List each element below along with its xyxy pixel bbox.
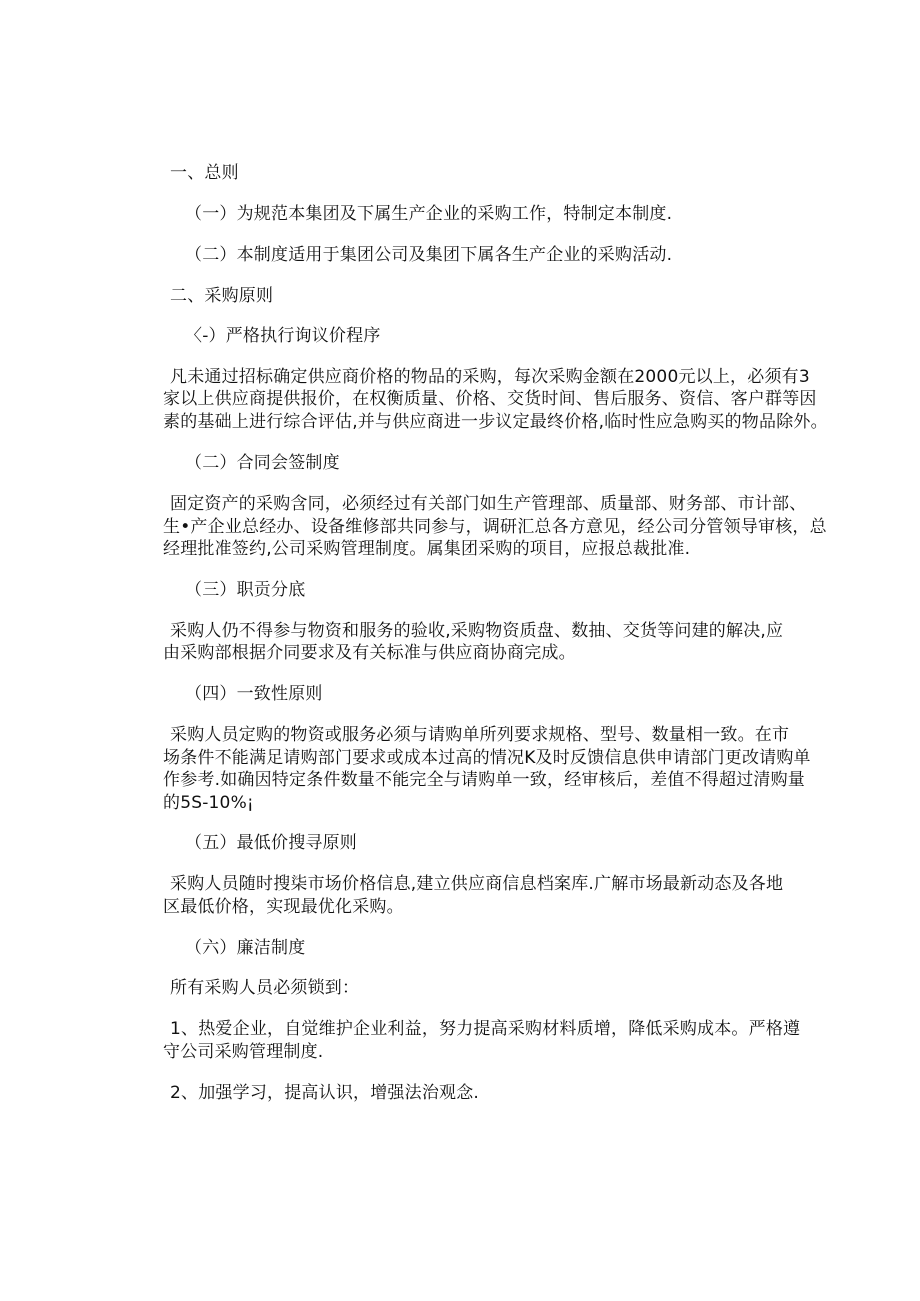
paragraph-line: 1、热爱企业，自觉维护企业利益，努力提高采购材料质增，降低采购成本。严格遵 (170, 1019, 801, 1039)
subsection-heading: （四）一致性原则 (185, 684, 323, 704)
paragraph-line: 凡未通过招标确定供应商价格的物品的采购，每次采购金额在2000元以上，必须有3 (170, 367, 810, 387)
paragraph-line: 家以上供应商提供报价，在权衡质量、价格、交货时间、售后服务、资信、客户群等因 (163, 389, 817, 409)
paragraph-line: 场条件不能满足请购部门要求或成本过高的情况K及时反馈信息供申请部门更改请购单 (163, 748, 811, 768)
paragraph-line: 作参考.如确因特定条件数量不能完全与请购单一致，经审核后，差值不得超过清购量 (163, 770, 806, 790)
paragraph-line: 素的基础上进行综合评估,并与供应商进一步议定最终价格,临时性应急购买的物品除外。 (163, 412, 828, 432)
paragraph-line: 固定资产的采购含同，必须经过有关部门如生产管理部、质量部、财务部、市计部、 (170, 494, 807, 514)
paragraph-line: 采购人员随时搜柒市场价格信息,建立供应商信息档案库.广解市场最新动态及各地 (170, 874, 784, 894)
paragraph-line: 的5S-10%¡ (163, 793, 254, 813)
paragraph-line: 2、加强学习，提高认识，增强法治观念. (170, 1083, 480, 1103)
clause-line: （二）本制度适用于集团公司及集团下属各生产企业的采购活动. (185, 245, 673, 265)
paragraph-line: 守公司采购管理制度. (163, 1042, 324, 1062)
subsection-heading: （二）合同会签制度 (185, 453, 340, 473)
paragraph-line: 采购人员定购的物资或服务必须与请购单所列要求规格、型号、数量相一致。在市 (170, 725, 790, 745)
paragraph-line: 经理批准签约,公司采购管理制度。属集团采购的项目，应报总裁批准. (163, 539, 691, 559)
clause-line: （一）为规范本集团及下属生产企业的采购工作，特制定本制度. (185, 204, 673, 224)
subsection-heading: （五）最低价搜寻原则 (185, 833, 357, 853)
paragraph-line: 采购人仍不得参与物资和服务的验收,采购物资质盘、数抽、交货等问建的解决,应 (170, 621, 784, 641)
section-heading: 一、总则 (170, 163, 239, 183)
subsection-heading: （六）廉洁制度 (185, 938, 306, 958)
subsection-heading: （三）职贡分底 (185, 580, 306, 600)
paragraph-line: 生•产企业总经办、设备维修部共同参与，调研汇总各方意见，经公司分管领导审核，总 (163, 517, 827, 537)
paragraph-line: 区最低价格，实现最优化采购。 (163, 897, 404, 917)
paragraph-line: 由采购部根据介同要求及有关标准与供应商协商完成。 (163, 643, 576, 663)
subsection-heading: 〈-）严格执行询议价程序 (185, 326, 381, 346)
paragraph-line: 所有采购人员必须锁到： (170, 978, 360, 998)
section-heading: 二、采购原则 (170, 286, 274, 306)
